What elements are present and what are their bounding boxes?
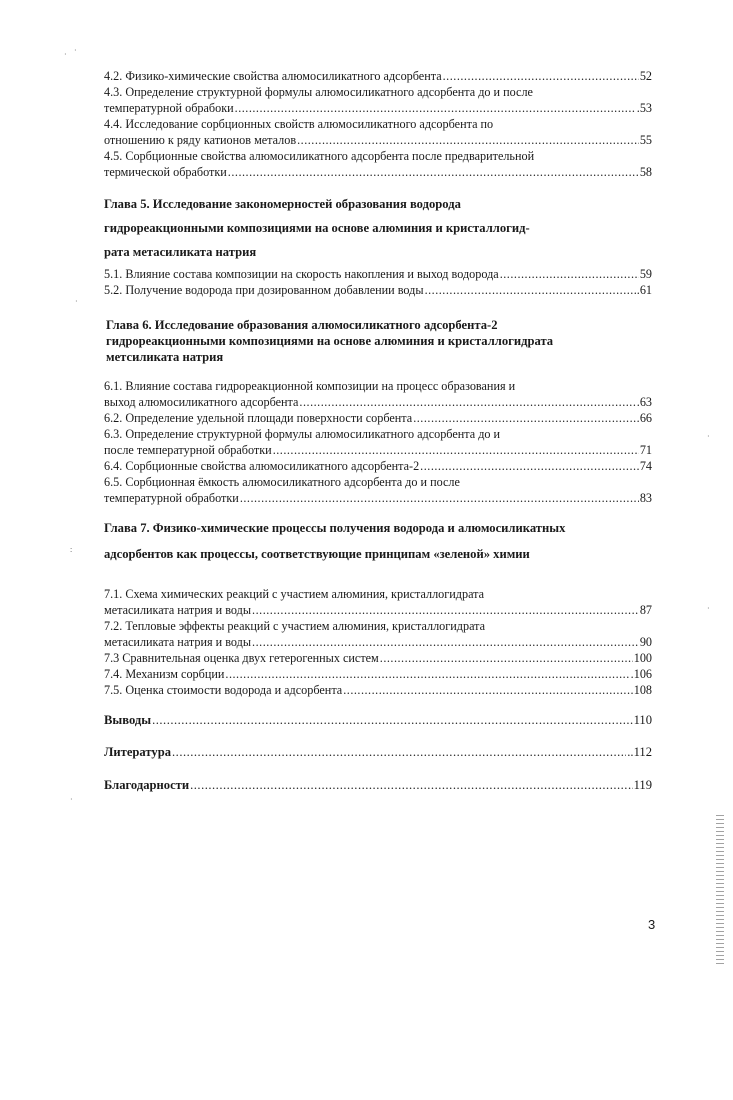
toc-page-number: ..61: [633, 283, 652, 297]
toc-page-number: 52: [639, 69, 652, 83]
toc-entry-references[interactable]: Литература ..... ..112: [104, 744, 652, 760]
toc-page-number: 110: [633, 713, 652, 727]
toc-entry-5-2[interactable]: 5.2. Получение водорода при дозированном добавлении воды ..... ..61: [104, 282, 652, 298]
toc-entry-4-5[interactable]: 4.5. Сорбционные свойства алюмосиликатного адсорбента после предварительной термической обработки ..... 58: [104, 148, 652, 180]
toc-page-number: 55: [639, 133, 652, 147]
toc-entry-6-3[interactable]: 6.3. Определение структурной формулы алюмосиликатного адсорбента до и после температурной обработки ..... 71: [104, 426, 652, 458]
toc-page-number: .63: [636, 395, 652, 409]
toc-page-number: 100: [633, 651, 652, 665]
toc-entry-7-3[interactable]: 7.3 Сравнительная оценка двух гетерогенных систем ..... 100: [104, 650, 652, 666]
toc-entry-6-4[interactable]: 6.4. Сорбционные свойства алюмосиликатного адсорбента-2 ..... 74: [104, 458, 652, 474]
toc-entry-conclusions[interactable]: Выводы ..... 110: [104, 712, 652, 728]
toc-page-number: .106: [630, 667, 652, 681]
toc-section-4: [104, 68, 652, 180]
toc-entry-6-1[interactable]: 6.1. Влияние состава гидрореакционной композиции на процесс образования и выход алюмосиликатного адсорбента ..... .63: [104, 378, 652, 410]
page-number: 3: [648, 917, 656, 932]
toc-entry-7-1[interactable]: 7.1. Схема химических реакций с участием алюминия, кристаллогидрата метасиликата натрия и воды ..... 87: [104, 586, 652, 618]
toc-page-number: 119: [633, 778, 652, 792]
toc-page-number: 58: [639, 165, 652, 179]
scan-speck: ·: [70, 795, 73, 804]
toc-entry-4-3[interactable]: 4.3. Определение структурной формулы алюмосиликатного адсорбента до и после температурной обрабоки ..... .53: [104, 84, 652, 116]
toc-page-number: 59: [639, 267, 652, 281]
toc-entry-7-5[interactable]: 7.5. Оценка стоимости водорода и адсорбента ..... 108: [104, 682, 652, 698]
toc-page-number: 71: [639, 443, 652, 457]
toc-page-number: 74: [639, 459, 652, 473]
scan-speck: ·: [64, 50, 67, 59]
toc-section-7: [104, 586, 652, 698]
toc-entry-6-5[interactable]: 6.5. Сорбционная ёмкость алюмосиликатного адсорбента до и после температурной обработки ..... 83: [104, 474, 652, 506]
toc-page-number: .53: [636, 101, 652, 115]
scan-speck: ·: [75, 297, 78, 306]
toc-entry-acknowledgements[interactable]: Благодарности ..... 119: [104, 777, 652, 793]
toc-page-number: 87: [639, 603, 652, 617]
toc-entry-4-4[interactable]: 4.4. Исследование сорбционных свойств алюмосиликатного адсорбента по отношению к ряду катионов металов ..... 55: [104, 116, 652, 148]
toc-page-number: ..112: [627, 745, 652, 759]
chapter-5-heading[interactable]: Глава 5. Исследование закономерностей образования водорода гидрореакционными композициями на основе алюминия и кристаллогид- рата метасиликата натрия: [104, 197, 530, 259]
toc-page-number: 108: [633, 683, 652, 697]
toc-entry-5-1[interactable]: 5.1. Влияние состава композиции на скорость накопления и выход водорода ..... 59: [104, 266, 652, 282]
chapter-6-heading[interactable]: Глава 6. Исследование образования алюмосиликатного адсорбента-2 гидрореакционными композициями на основе алюминия и кристаллогидрата метсиликата натрия: [106, 318, 554, 364]
toc-page-number: 83: [639, 491, 652, 505]
scan-speck: ·: [707, 432, 710, 441]
toc-page-number: 66: [639, 411, 652, 425]
scan-edge-marks: [716, 815, 724, 965]
toc-page-number: 90: [639, 635, 652, 649]
scan-speck: ·: [707, 604, 710, 613]
scan-speck: :: [70, 545, 73, 554]
chapter-7-heading[interactable]: Глава 7. Физико-химические процессы получения водорода и алюмосиликатных адсорбентов как процессы, соответствующие принципам «зеленой» химии: [104, 521, 566, 561]
toc-entry-7-4[interactable]: 7.4. Механизм сорбции ..... .106: [104, 666, 652, 682]
toc-entry-4-2[interactable]: 4.2. Физико-химические свойства алюмосиликатного адсорбента ..... 52: [104, 68, 652, 84]
toc-entry-7-2[interactable]: 7.2. Тепловые эффекты реакций с участием алюминия, кристаллогидрата метасиликата натрия и воды ..... 90: [104, 618, 652, 650]
toc-section-5: [104, 266, 652, 298]
toc-entry-6-2[interactable]: 6.2. Определение удельной площади поверхности сорбента ..... 66: [104, 410, 652, 426]
toc-section-6: [104, 378, 652, 506]
scan-speck: ·: [74, 46, 77, 55]
